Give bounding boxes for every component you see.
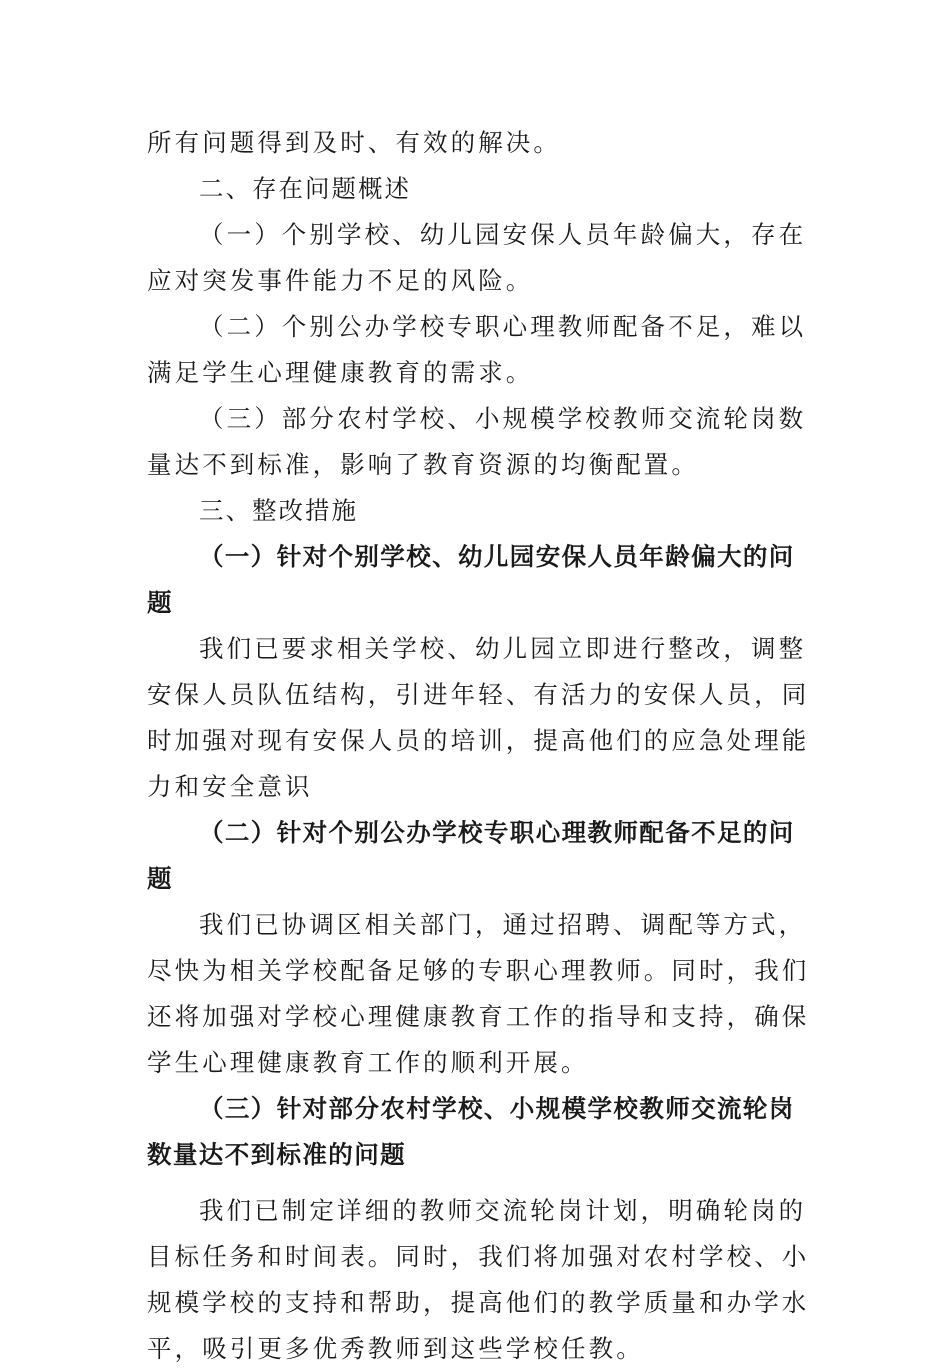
measure-heading-2: （二）针对个别公办学校专职心理教师配备不足的问题 xyxy=(147,818,795,893)
section-heading-2: 二、存在问题概述 xyxy=(199,174,411,203)
paragraph-continuation: 所有问题得到及时、有效的解决。 xyxy=(147,128,561,157)
document-body xyxy=(147,120,812,1372)
measure-paragraph-2: 我们已协调区相关部门，通过招聘、调配等方式，尽快为相关学校配备足够的专职心理教师。同时，我们还将加强对学校心理健康教育工作的指导和支持，确保学生心理健康教育工作的顺利开展。 xyxy=(147,910,810,1077)
section-heading-3: 三、整改措施 xyxy=(199,496,358,525)
measure-paragraph-3: 我们已制定详细的教师交流轮岗计划，明确轮岗的目标任务和时间表。同时，我们将加强对农村学校、小规模学校的支持和帮助，提高他们的教学质量和办学水平，吸引更多优秀教师到这些学校任教。 xyxy=(147,1196,810,1363)
problem-item-3: （三）部分农村学校、小规模学校教师交流轮岗数量达不到标准，影响了教育资源的均衡配置。 xyxy=(147,404,807,479)
measure-heading-1: （一）针对个别学校、幼儿园安保人员年龄偏大的问题 xyxy=(147,542,795,617)
problem-item-2: （二）个别公办学校专职心理教师配备不足，难以满足学生心理健康教育的需求。 xyxy=(147,312,807,387)
problem-item-1: （一）个别学校、幼儿园安保人员年龄偏大，存在应对突发事件能力不足的风险。 xyxy=(147,220,807,295)
measure-heading-3: （三）针对部分农村学校、小规模学校教师交流轮岗数量达不到标准的问题 xyxy=(147,1094,795,1169)
measure-paragraph-1: 我们已要求相关学校、幼儿园立即进行整改，调整安保人员队伍结构，引进年轻、有活力的安保人员，同时加强对现有安保人员的培训，提高他们的应急处理能力和安全意识 xyxy=(147,634,810,801)
